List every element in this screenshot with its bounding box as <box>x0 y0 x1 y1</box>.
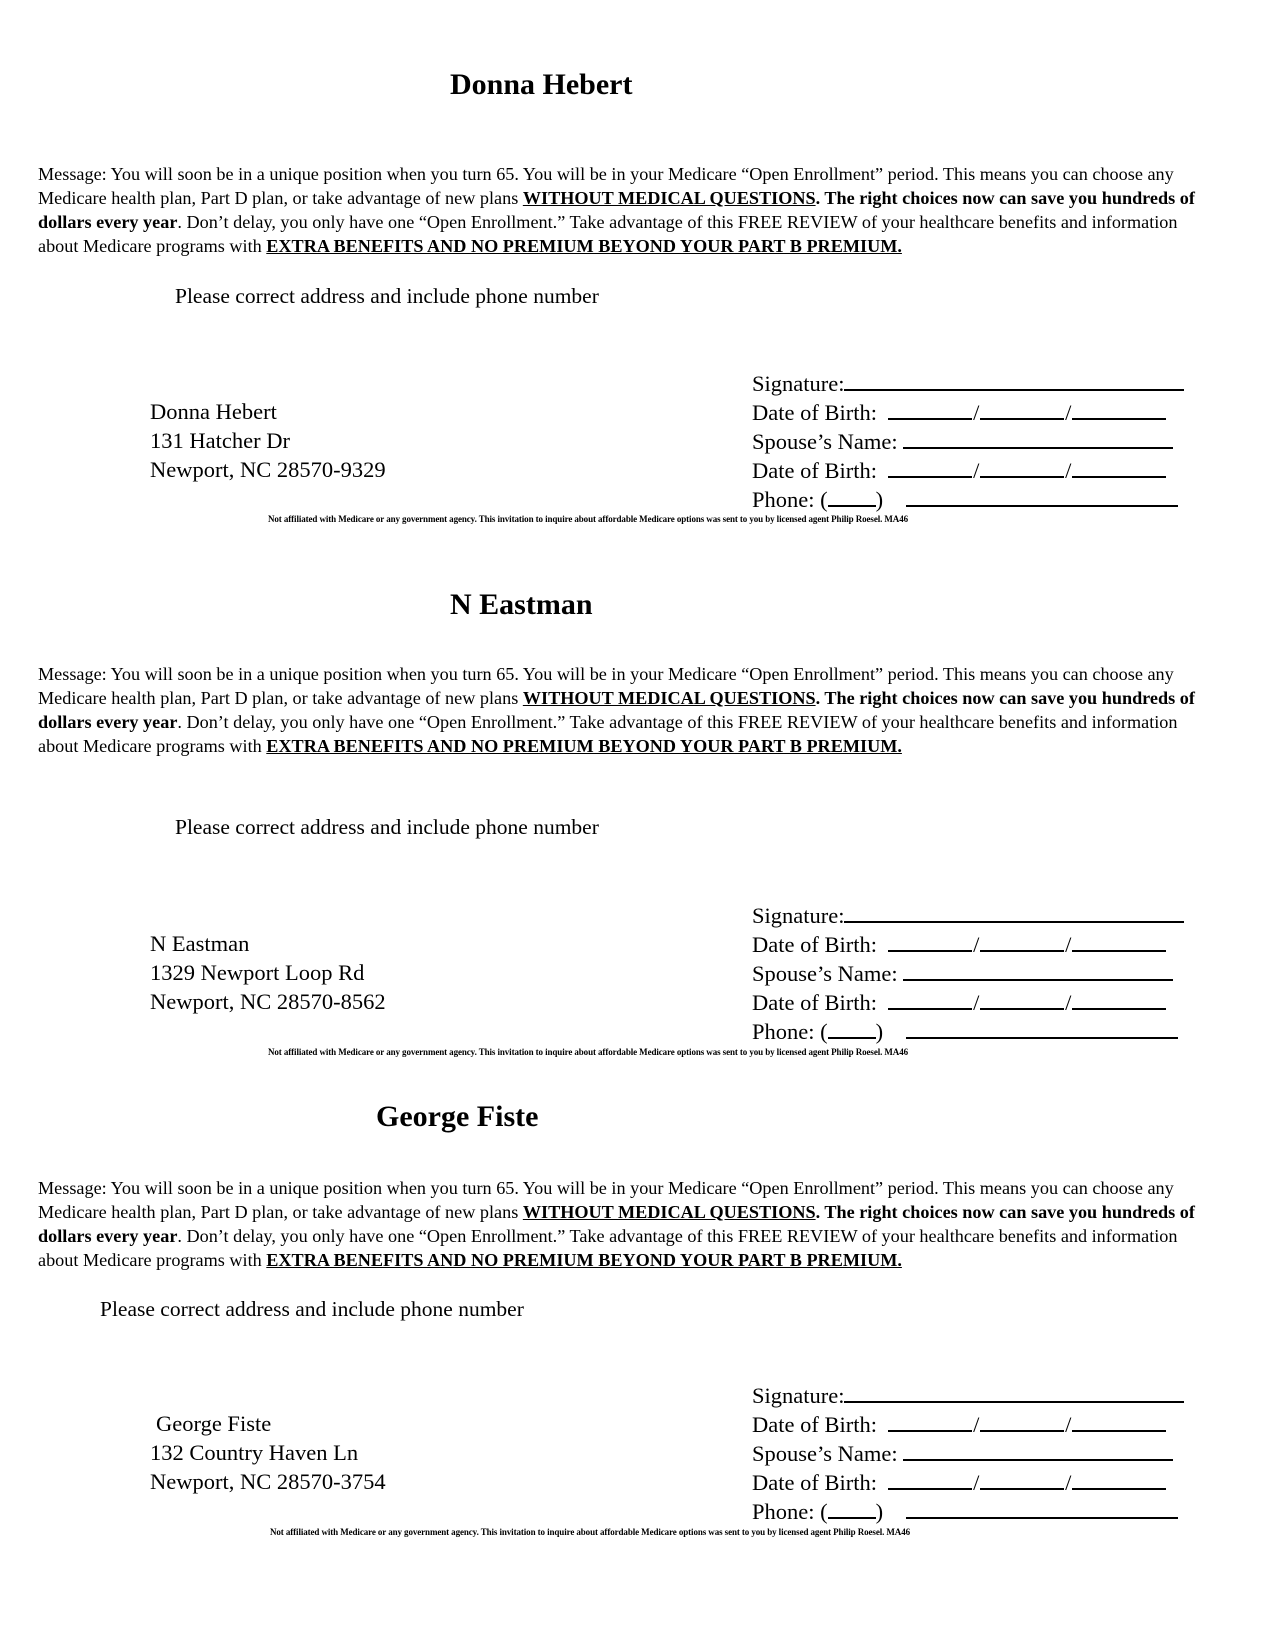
disclaimer-footer: Not affiliated with Medicare or any government agency. This invitation to inquire about affordable Medicare options was sent to you by licensed agent Philip Roesel. MA46 <box>268 1047 909 1057</box>
spouse-name-field[interactable] <box>903 959 1173 981</box>
street-address: 1329 Newport Loop Rd <box>150 960 365 985</box>
message-emphasis: WITHOUT MEDICAL QUESTIONS <box>522 188 816 208</box>
phone-number-field[interactable] <box>906 1017 1178 1039</box>
separator: / <box>973 458 980 483</box>
recipient-name: George Fiste <box>156 1411 272 1436</box>
disclaimer-footer: Not affiliated with Medicare or any government agency. This invitation to inquire about affordable Medicare options was sent to you by licensed agent Philip Roesel. MA46 <box>270 1527 911 1537</box>
message-text: . <box>815 188 825 208</box>
spouse-dob-year-field[interactable] <box>1072 456 1166 478</box>
phone-paren: ) <box>875 487 884 512</box>
spouse-dob-day-field[interactable] <box>980 988 1064 1010</box>
separator: / <box>1065 932 1072 957</box>
separator: / <box>1065 1412 1072 1437</box>
dob-year-field[interactable] <box>1072 1410 1166 1432</box>
message-text: . <box>815 1202 825 1222</box>
signature-field[interactable] <box>844 1381 1184 1403</box>
signature-label: Signature: <box>752 903 845 928</box>
message-bold: The right choices now can save you hundreds of dollars every year <box>38 188 1195 232</box>
recipient-title: N Eastman <box>450 588 593 621</box>
phone-area-code-field[interactable] <box>828 485 876 507</box>
signature-label: Signature: <box>752 371 845 396</box>
instruction-text: Please correct address and include phone number <box>100 1297 524 1321</box>
message-bold: The right choices now can save you hundreds of dollars every year <box>38 1202 1195 1246</box>
phone-number-field[interactable] <box>906 485 1178 507</box>
message-paragraph <box>38 662 1198 758</box>
spouse-dob-label: Date of Birth: <box>752 990 877 1015</box>
instruction-text: Please correct address and include phone number <box>175 284 599 308</box>
signature-field[interactable] <box>844 369 1184 391</box>
address-block <box>150 929 386 1016</box>
phone-label: Phone: ( <box>752 1019 828 1044</box>
signature-field[interactable] <box>844 901 1184 923</box>
city-state-zip: Newport, NC 28570-3754 <box>150 1469 386 1494</box>
spouse-label: Spouse’s Name: <box>752 429 898 454</box>
message-emphasis: WITHOUT MEDICAL QUESTIONS <box>522 1202 816 1222</box>
phone-area-code-field[interactable] <box>828 1017 876 1039</box>
spouse-dob-day-field[interactable] <box>980 1468 1064 1490</box>
dob-day-field[interactable] <box>980 930 1064 952</box>
spouse-dob-month-field[interactable] <box>888 988 972 1010</box>
message-paragraph <box>38 162 1198 258</box>
separator: / <box>973 1412 980 1437</box>
message-text: Message: You will soon be in a unique position when you turn 65. You will be in your Medicare “Open Enrollment” period. This means you can choose any Medicare health plan, Part D plan, or take advantage of new plans <box>38 164 1174 208</box>
message-text: Message: You will soon be in a unique position when you turn 65. You will be in your Medicare “Open Enrollment” period. This means you can choose any Medicare health plan, Part D plan, or take advantage of new plans <box>38 1178 1174 1222</box>
recipient-title: Donna Hebert <box>450 68 633 101</box>
city-state-zip: Newport, NC 28570-9329 <box>150 457 386 482</box>
message-text: . Don’t delay, you only have one “Open Enrollment.” Take advantage of this FREE REVIEW of your healthcare benefits and information about Medicare programs with <box>38 212 1178 256</box>
separator: / <box>973 932 980 957</box>
message-emphasis: WITHOUT MEDICAL QUESTIONS <box>522 688 816 708</box>
phone-paren: ) <box>875 1499 884 1524</box>
phone-label: Phone: ( <box>752 487 828 512</box>
street-address: 131 Hatcher Dr <box>150 428 290 453</box>
response-form <box>752 1381 1184 1526</box>
message-text: . <box>815 688 825 708</box>
recipient-name: N Eastman <box>150 931 250 956</box>
signature-label: Signature: <box>752 1383 845 1408</box>
spouse-name-field[interactable] <box>903 1439 1173 1461</box>
separator: / <box>973 400 980 425</box>
dob-month-field[interactable] <box>888 1410 972 1432</box>
spouse-label: Spouse’s Name: <box>752 961 898 986</box>
street-address: 132 Country Haven Ln <box>150 1440 359 1465</box>
address-block <box>150 397 386 484</box>
spouse-dob-year-field[interactable] <box>1072 1468 1166 1490</box>
separator: / <box>1065 1470 1072 1495</box>
disclaimer-footer: Not affiliated with Medicare or any government agency. This invitation to inquire about affordable Medicare options was sent to you by licensed agent Philip Roesel. MA46 <box>268 514 909 524</box>
dob-label: Date of Birth: <box>752 400 877 425</box>
spouse-dob-month-field[interactable] <box>888 456 972 478</box>
separator: / <box>1065 458 1072 483</box>
phone-paren: ) <box>875 1019 884 1044</box>
response-form <box>752 369 1184 514</box>
message-text: . Don’t delay, you only have one “Open Enrollment.” Take advantage of this FREE REVIEW of your healthcare benefits and information about Medicare programs with <box>38 1226 1178 1270</box>
message-bold: The right choices now can save you hundreds of dollars every year <box>38 688 1195 732</box>
spouse-label: Spouse’s Name: <box>752 1441 898 1466</box>
phone-area-code-field[interactable] <box>828 1497 876 1519</box>
spouse-dob-year-field[interactable] <box>1072 988 1166 1010</box>
address-block <box>150 1409 386 1496</box>
dob-year-field[interactable] <box>1072 398 1166 420</box>
message-emphasis: EXTRA BENEFITS AND NO PREMIUM BEYOND YOUR PART B PREMIUM. <box>266 1250 902 1270</box>
spouse-dob-month-field[interactable] <box>888 1468 972 1490</box>
phone-label: Phone: ( <box>752 1499 828 1524</box>
city-state-zip: Newport, NC 28570-8562 <box>150 989 386 1014</box>
separator: / <box>1065 400 1072 425</box>
separator: / <box>973 1470 980 1495</box>
spouse-dob-label: Date of Birth: <box>752 458 877 483</box>
message-emphasis: EXTRA BENEFITS AND NO PREMIUM BEYOND YOUR PART B PREMIUM. <box>266 236 902 256</box>
instruction-text: Please correct address and include phone number <box>175 815 599 839</box>
separator: / <box>973 990 980 1015</box>
spouse-dob-label: Date of Birth: <box>752 1470 877 1495</box>
dob-label: Date of Birth: <box>752 932 877 957</box>
phone-number-field[interactable] <box>906 1497 1178 1519</box>
response-form <box>752 901 1184 1046</box>
message-emphasis: EXTRA BENEFITS AND NO PREMIUM BEYOND YOUR PART B PREMIUM. <box>266 736 902 756</box>
dob-month-field[interactable] <box>888 930 972 952</box>
dob-day-field[interactable] <box>980 1410 1064 1432</box>
dob-label: Date of Birth: <box>752 1412 877 1437</box>
dob-day-field[interactable] <box>980 398 1064 420</box>
recipient-title: George Fiste <box>376 1100 539 1133</box>
dob-year-field[interactable] <box>1072 930 1166 952</box>
recipient-name: Donna Hebert <box>150 399 277 424</box>
message-text: . Don’t delay, you only have one “Open Enrollment.” Take advantage of this FREE REVIEW of your healthcare benefits and information about Medicare programs with <box>38 712 1178 756</box>
dob-month-field[interactable] <box>888 398 972 420</box>
message-text: Message: You will soon be in a unique position when you turn 65. You will be in your Medicare “Open Enrollment” period. This means you can choose any Medicare health plan, Part D plan, or take advantage of new plans <box>38 664 1174 708</box>
separator: / <box>1065 990 1072 1015</box>
spouse-name-field[interactable] <box>903 427 1173 449</box>
message-paragraph <box>38 1176 1198 1272</box>
spouse-dob-day-field[interactable] <box>980 456 1064 478</box>
